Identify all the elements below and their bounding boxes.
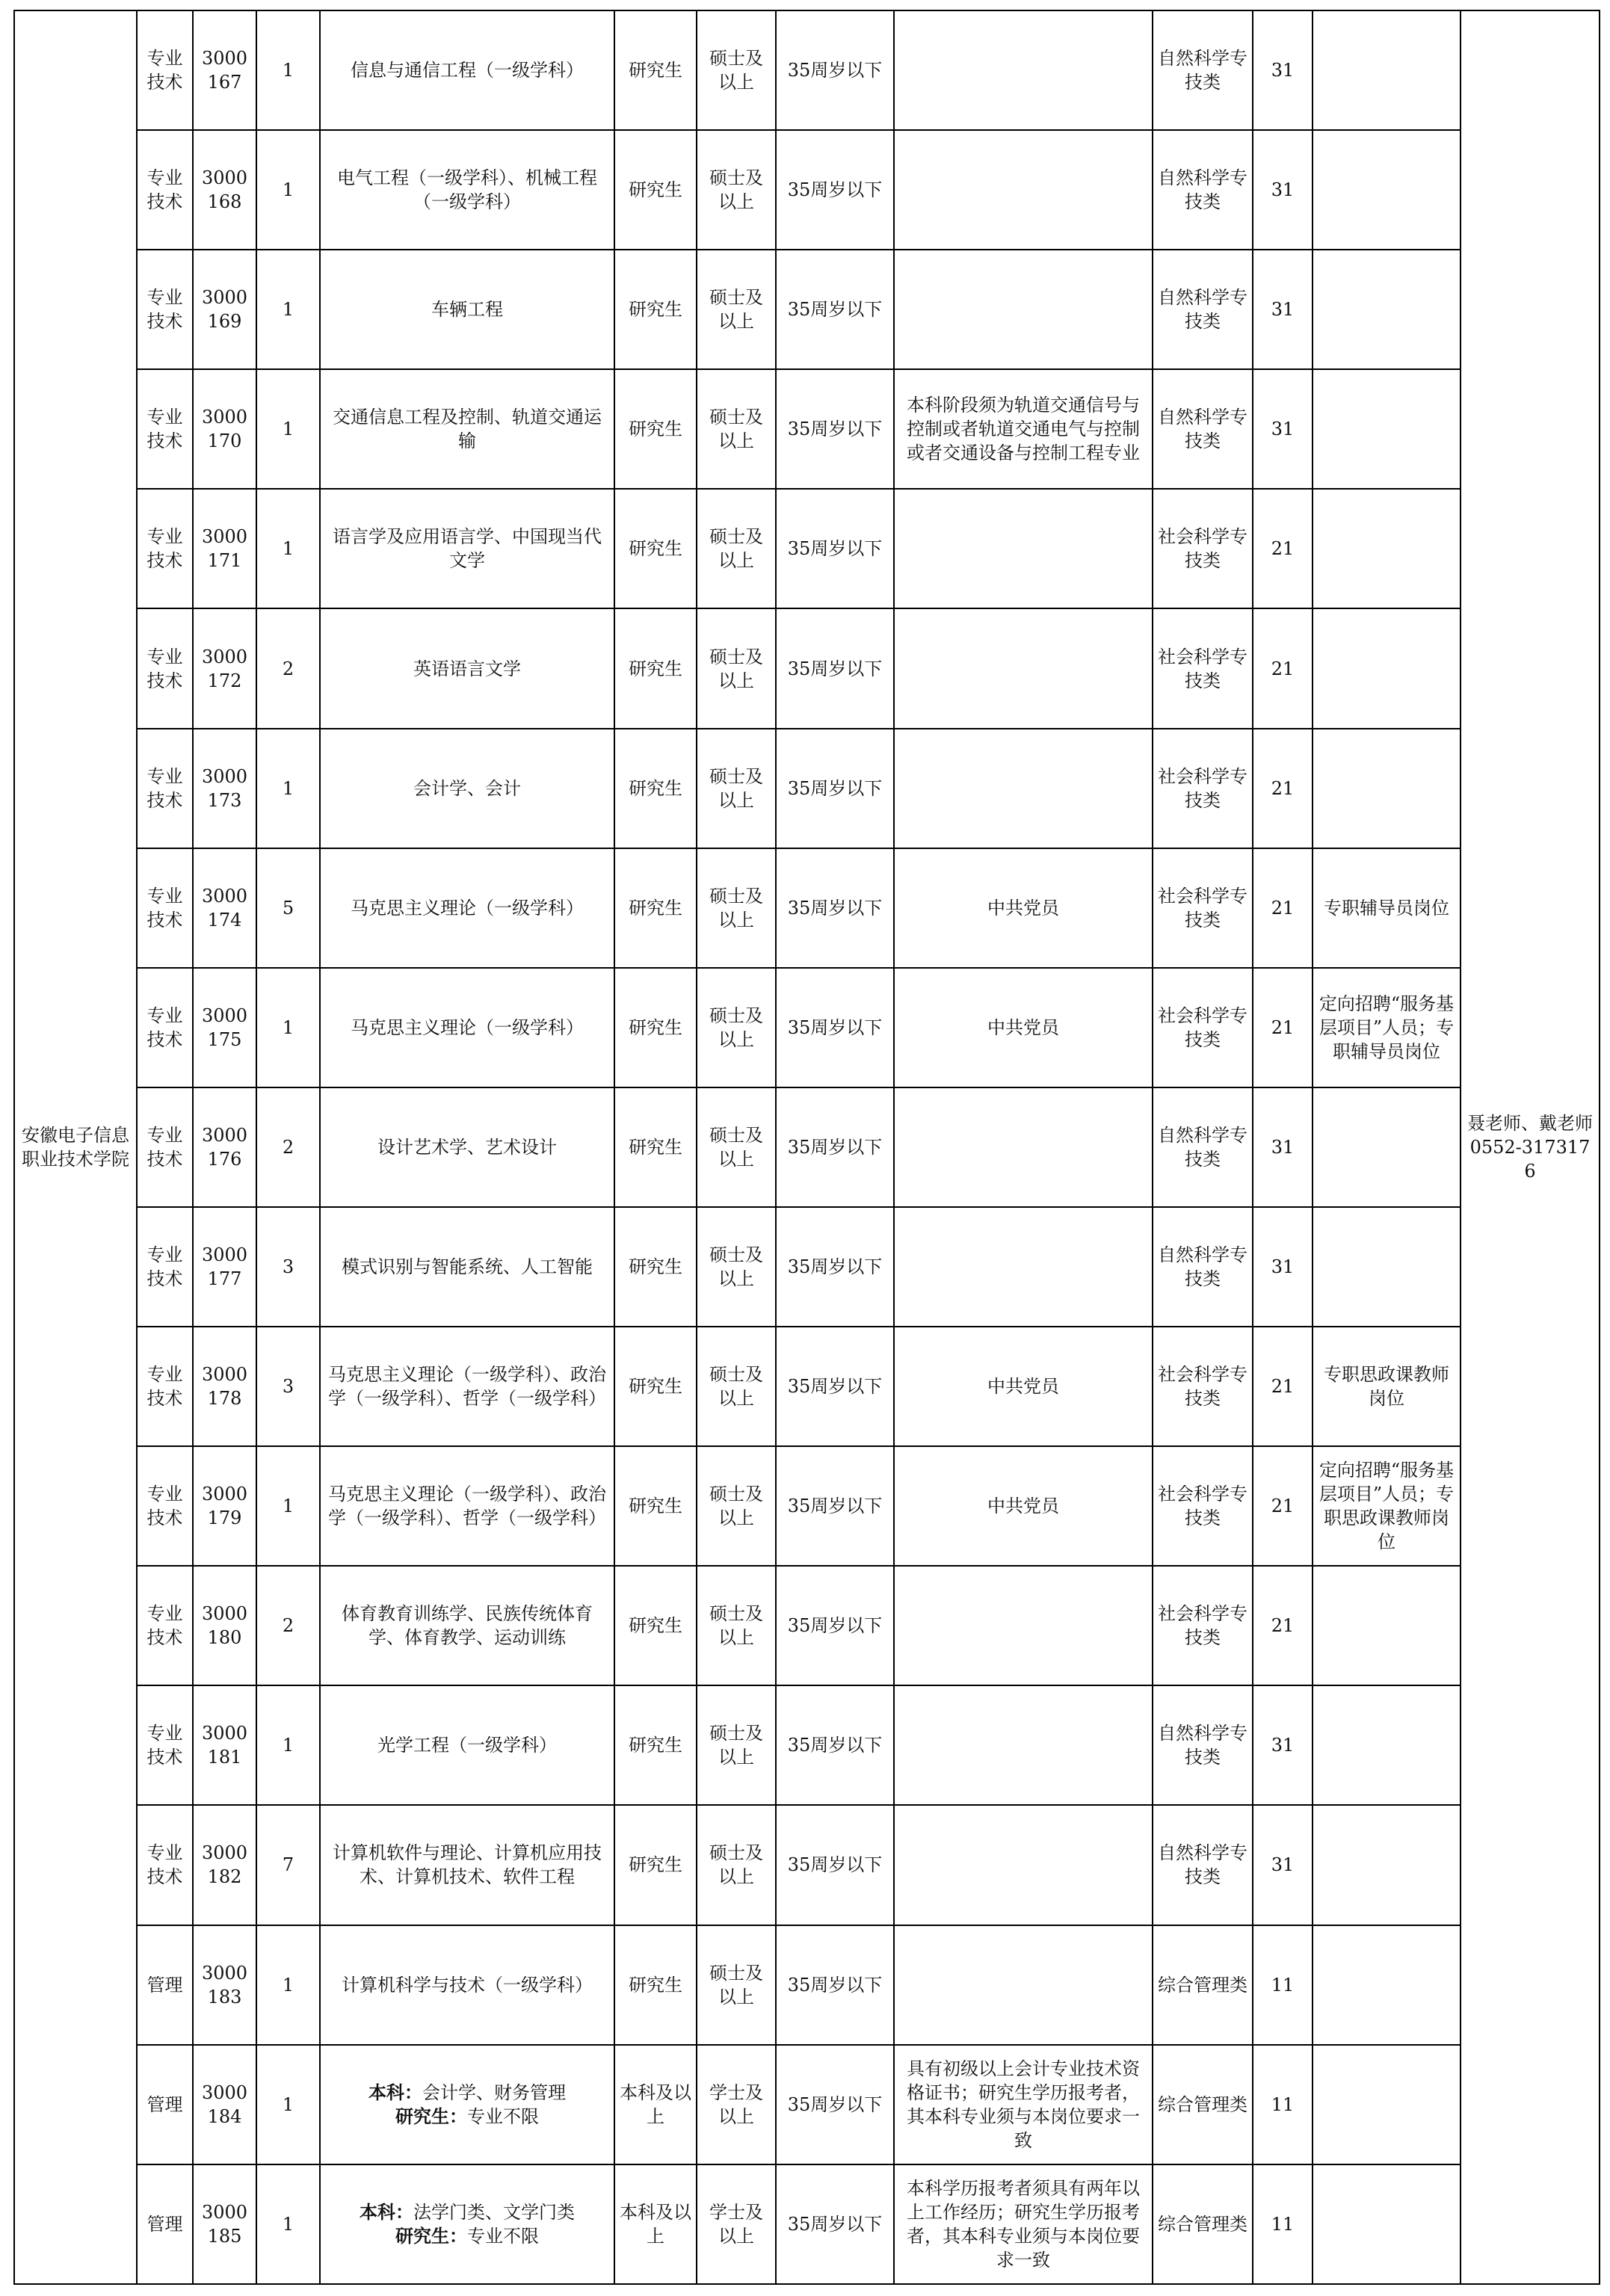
major-cell: 英语语言文学: [320, 608, 614, 728]
remarks-cell: [1313, 489, 1461, 608]
table-row: [14, 1566, 1600, 1685]
age-cell: 35周岁以下: [776, 968, 894, 1087]
major-cell: [320, 2045, 614, 2164]
major-cell: 马克思主义理论（一级学科）: [320, 848, 614, 968]
age-cell: 35周岁以下: [776, 1207, 894, 1327]
position-code: 3000168: [193, 130, 256, 250]
major-cell: 设计艺术学、艺术设计: [320, 1087, 614, 1207]
position-code: 3000176: [193, 1087, 256, 1207]
exam-code-cell: 31: [1253, 1207, 1313, 1327]
exam-code-cell: 31: [1253, 1685, 1313, 1805]
hiring-count: 1: [256, 250, 320, 369]
exam-type-cell: 社会科学专技类: [1153, 1446, 1253, 1566]
hiring-count: 1: [256, 130, 320, 250]
position-category: 专业技术: [137, 489, 193, 608]
remarks-cell: [1313, 1566, 1461, 1685]
position-code: 3000170: [193, 369, 256, 489]
position-code: 3000173: [193, 729, 256, 848]
other-requirements-cell: [894, 250, 1153, 369]
other-requirements-cell: [894, 10, 1153, 130]
exam-type-cell: 社会科学专技类: [1153, 729, 1253, 848]
exam-type-cell: 综合管理类: [1153, 1925, 1253, 2045]
education-cell: 研究生: [614, 1327, 697, 1446]
exam-type-cell: 社会科学专技类: [1153, 608, 1253, 728]
position-category: 专业技术: [137, 1685, 193, 1805]
contact-cell: 聂老师、戴老师0552-3173176: [1461, 10, 1600, 2284]
exam-type-cell: 自然科学专技类: [1153, 130, 1253, 250]
hiring-count: 7: [256, 1805, 320, 1925]
exam-type-cell: 自然科学专技类: [1153, 1685, 1253, 1805]
table-row: [14, 369, 1600, 489]
table-row: [14, 1207, 1600, 1327]
position-category: 专业技术: [137, 608, 193, 728]
major-label-graduate: 研究生：: [395, 2224, 467, 2247]
education-cell: 研究生: [614, 1446, 697, 1566]
degree-cell: 学士及以上: [697, 2045, 776, 2164]
position-code: 3000185: [193, 2164, 256, 2284]
position-code: 3000182: [193, 1805, 256, 1925]
exam-code-cell: 21: [1253, 608, 1313, 728]
remarks-cell: [1313, 1805, 1461, 1925]
major-cell: 光学工程（一级学科）: [320, 1685, 614, 1805]
education-cell: 研究生: [614, 1925, 697, 2045]
other-requirements-cell: [894, 1685, 1153, 1805]
education-cell: 研究生: [614, 1207, 697, 1327]
table-row: [14, 729, 1600, 848]
major-line-undergrad: [325, 2200, 609, 2224]
other-requirements-cell: 中共党员: [894, 1446, 1153, 1566]
table-row: [14, 2045, 1600, 2164]
exam-code-cell: 31: [1253, 369, 1313, 489]
major-cell: 计算机科学与技术（一级学科）: [320, 1925, 614, 2045]
position-category: 专业技术: [137, 729, 193, 848]
hiring-count: 1: [256, 968, 320, 1087]
education-cell: 研究生: [614, 1685, 697, 1805]
position-code: 3000175: [193, 968, 256, 1087]
degree-cell: 硕士及以上: [697, 1327, 776, 1446]
degree-cell: 硕士及以上: [697, 1446, 776, 1566]
major-text-graduate: 专业不限: [467, 2105, 539, 2127]
table-row: [14, 10, 1600, 130]
exam-code-cell: 21: [1253, 729, 1313, 848]
major-text-graduate: 专业不限: [467, 2225, 539, 2247]
exam-type-cell: 社会科学专技类: [1153, 489, 1253, 608]
age-cell: 35周岁以下: [776, 1087, 894, 1207]
hiring-count: 1: [256, 729, 320, 848]
major-line-graduate: [325, 2224, 609, 2248]
degree-cell: 硕士及以上: [697, 250, 776, 369]
exam-code-cell: 31: [1253, 130, 1313, 250]
remarks-cell: [1313, 130, 1461, 250]
position-code: 3000184: [193, 2045, 256, 2164]
education-cell: 研究生: [614, 250, 697, 369]
exam-type-cell: 自然科学专技类: [1153, 10, 1253, 130]
education-cell: 研究生: [614, 489, 697, 608]
hiring-count: 1: [256, 1685, 320, 1805]
exam-code-cell: 21: [1253, 848, 1313, 968]
major-cell: 会计学、会计: [320, 729, 614, 848]
position-code: 3000171: [193, 489, 256, 608]
exam-code-cell: 21: [1253, 1446, 1313, 1566]
table-row: [14, 1446, 1600, 1566]
education-cell: 本科及以上: [614, 2164, 697, 2284]
age-cell: 35周岁以下: [776, 10, 894, 130]
education-cell: 研究生: [614, 369, 697, 489]
position-category: 专业技术: [137, 250, 193, 369]
other-requirements-cell: 中共党员: [894, 848, 1153, 968]
table-row: [14, 130, 1600, 250]
age-cell: 35周岁以下: [776, 1566, 894, 1685]
remarks-cell: [1313, 1925, 1461, 2045]
remarks-cell: [1313, 1087, 1461, 1207]
degree-cell: 硕士及以上: [697, 1087, 776, 1207]
hiring-count: 2: [256, 1566, 320, 1685]
education-cell: 研究生: [614, 1566, 697, 1685]
table-row: [14, 2164, 1600, 2284]
other-requirements-cell: [894, 1207, 1153, 1327]
position-code: 3000172: [193, 608, 256, 728]
education-cell: 研究生: [614, 968, 697, 1087]
age-cell: 35周岁以下: [776, 848, 894, 968]
major-text-undergrad: 会计学、财务管理: [422, 2081, 566, 2103]
exam-type-cell: 自然科学专技类: [1153, 1087, 1253, 1207]
remarks-cell: 专职思政课教师岗位: [1313, 1327, 1461, 1446]
exam-type-cell: 综合管理类: [1153, 2164, 1253, 2284]
remarks-cell: [1313, 10, 1461, 130]
major-text-undergrad: 法学门类、文学门类: [413, 2201, 575, 2223]
table-row: [14, 250, 1600, 369]
remarks-cell: [1313, 369, 1461, 489]
exam-type-cell: 社会科学专技类: [1153, 1327, 1253, 1446]
table-row: [14, 1685, 1600, 1805]
education-cell: 研究生: [614, 1087, 697, 1207]
age-cell: 35周岁以下: [776, 2164, 894, 2284]
exam-type-cell: 自然科学专技类: [1153, 250, 1253, 369]
education-cell: 本科及以上: [614, 2045, 697, 2164]
age-cell: 35周岁以下: [776, 130, 894, 250]
major-label-graduate: 研究生：: [395, 2105, 467, 2127]
table-body: [14, 10, 1600, 2284]
other-requirements-cell: 本科阶段须为轨道交通信号与控制或者轨道交通电气与控制或者交通设备与控制工程专业: [894, 369, 1153, 489]
table-row: [14, 1327, 1600, 1446]
age-cell: 35周岁以下: [776, 250, 894, 369]
degree-cell: 硕士及以上: [697, 1925, 776, 2045]
exam-code-cell: 21: [1253, 1327, 1313, 1446]
position-category: 专业技术: [137, 10, 193, 130]
education-cell: 研究生: [614, 608, 697, 728]
major-cell: 马克思主义理论（一级学科）: [320, 968, 614, 1087]
major-cell: 语言学及应用语言学、中国现当代文学: [320, 489, 614, 608]
employer-cell: 安徽电子信息职业技术学院: [14, 10, 137, 2284]
position-category: 专业技术: [137, 968, 193, 1087]
exam-code-cell: 11: [1253, 2045, 1313, 2164]
remarks-cell: 定向招聘“服务基层项目”人员；专职思政课教师岗位: [1313, 1446, 1461, 1566]
exam-code-cell: 31: [1253, 1805, 1313, 1925]
other-requirements-cell: [894, 1566, 1153, 1685]
position-category: 专业技术: [137, 848, 193, 968]
education-cell: 研究生: [614, 130, 697, 250]
age-cell: 35周岁以下: [776, 729, 894, 848]
other-requirements-cell: 本科学历报考者须具有两年以上工作经历；研究生学历报考者，其本科专业须与本岗位要求一致: [894, 2164, 1153, 2284]
table-row: [14, 1925, 1600, 2045]
degree-cell: 硕士及以上: [697, 1566, 776, 1685]
exam-code-cell: 21: [1253, 489, 1313, 608]
age-cell: 35周岁以下: [776, 1925, 894, 2045]
remarks-cell: [1313, 729, 1461, 848]
other-requirements-cell: 中共党员: [894, 1327, 1153, 1446]
degree-cell: 硕士及以上: [697, 729, 776, 848]
position-code: 3000178: [193, 1327, 256, 1446]
degree-cell: 硕士及以上: [697, 608, 776, 728]
major-line-undergrad: [325, 2081, 609, 2105]
remarks-cell: [1313, 2164, 1461, 2284]
education-cell: 研究生: [614, 1805, 697, 1925]
remarks-cell: 定向招聘“服务基层项目”人员；专职辅导员岗位: [1313, 968, 1461, 1087]
other-requirements-cell: [894, 1925, 1153, 2045]
position-category: 专业技术: [137, 1805, 193, 1925]
position-category: 专业技术: [137, 130, 193, 250]
education-cell: 研究生: [614, 10, 697, 130]
position-code: 3000169: [193, 250, 256, 369]
position-category: 管理: [137, 2045, 193, 2164]
recruitment-table: [13, 10, 1600, 2285]
exam-type-cell: 社会科学专技类: [1153, 848, 1253, 968]
exam-type-cell: 社会科学专技类: [1153, 1566, 1253, 1685]
recruitment-table-sheet: [13, 10, 1599, 2285]
exam-code-cell: 21: [1253, 1566, 1313, 1685]
age-cell: 35周岁以下: [776, 1805, 894, 1925]
other-requirements-cell: [894, 489, 1153, 608]
exam-type-cell: 自然科学专技类: [1153, 1805, 1253, 1925]
table-row: [14, 608, 1600, 728]
position-category: 专业技术: [137, 1566, 193, 1685]
major-cell: 电气工程（一级学科）、机械工程（一级学科）: [320, 130, 614, 250]
degree-cell: 硕士及以上: [697, 489, 776, 608]
major-label-undergrad: 本科：: [360, 2200, 413, 2223]
position-category: 专业技术: [137, 1087, 193, 1207]
table-row: [14, 1805, 1600, 1925]
position-code: 3000174: [193, 848, 256, 968]
other-requirements-cell: [894, 608, 1153, 728]
remarks-cell: [1313, 608, 1461, 728]
major-cell: 交通信息工程及控制、轨道交通运输: [320, 369, 614, 489]
other-requirements-cell: [894, 1805, 1153, 1925]
position-category: 专业技术: [137, 1446, 193, 1566]
position-code: 3000180: [193, 1566, 256, 1685]
other-requirements-cell: [894, 729, 1153, 848]
exam-code-cell: 31: [1253, 250, 1313, 369]
position-code: 3000167: [193, 10, 256, 130]
age-cell: 35周岁以下: [776, 489, 894, 608]
degree-cell: 硕士及以上: [697, 1685, 776, 1805]
hiring-count: 1: [256, 369, 320, 489]
hiring-count: 1: [256, 10, 320, 130]
age-cell: 35周岁以下: [776, 1327, 894, 1446]
major-cell: 模式识别与智能系统、人工智能: [320, 1207, 614, 1327]
major-cell: 车辆工程: [320, 250, 614, 369]
exam-code-cell: 21: [1253, 968, 1313, 1087]
hiring-count: 3: [256, 1327, 320, 1446]
position-code: 3000181: [193, 1685, 256, 1805]
major-cell: 信息与通信工程（一级学科）: [320, 10, 614, 130]
hiring-count: 1: [256, 1446, 320, 1566]
age-cell: 35周岁以下: [776, 369, 894, 489]
position-code: 3000177: [193, 1207, 256, 1327]
position-code: 3000179: [193, 1446, 256, 1566]
hiring-count: 1: [256, 1925, 320, 2045]
degree-cell: 硕士及以上: [697, 1207, 776, 1327]
degree-cell: 硕士及以上: [697, 1805, 776, 1925]
degree-cell: 硕士及以上: [697, 130, 776, 250]
remarks-cell: [1313, 1685, 1461, 1805]
degree-cell: 学士及以上: [697, 2164, 776, 2284]
position-category: 专业技术: [137, 1327, 193, 1446]
table-row: [14, 1087, 1600, 1207]
age-cell: 35周岁以下: [776, 1685, 894, 1805]
age-cell: 35周岁以下: [776, 2045, 894, 2164]
hiring-count: 3: [256, 1207, 320, 1327]
position-category: 管理: [137, 2164, 193, 2284]
table-row: [14, 968, 1600, 1087]
remarks-cell: [1313, 250, 1461, 369]
hiring-count: 2: [256, 1087, 320, 1207]
degree-cell: 硕士及以上: [697, 10, 776, 130]
position-code: 3000183: [193, 1925, 256, 2045]
degree-cell: 硕士及以上: [697, 369, 776, 489]
major-cell: [320, 2164, 614, 2284]
degree-cell: 硕士及以上: [697, 848, 776, 968]
age-cell: 35周岁以下: [776, 608, 894, 728]
exam-code-cell: 11: [1253, 1925, 1313, 2045]
major-cell: 计算机软件与理论、计算机应用技术、计算机技术、软件工程: [320, 1805, 614, 1925]
remarks-cell: [1313, 1207, 1461, 1327]
exam-type-cell: 社会科学专技类: [1153, 968, 1253, 1087]
hiring-count: 1: [256, 2164, 320, 2284]
hiring-count: 1: [256, 2045, 320, 2164]
remarks-cell: 专职辅导员岗位: [1313, 848, 1461, 968]
exam-code-cell: 31: [1253, 1087, 1313, 1207]
major-cell: 体育教育训练学、民族传统体育学、体育教学、运动训练: [320, 1566, 614, 1685]
other-requirements-cell: 具有初级以上会计专业技术资格证书；研究生学历报考者，其本科专业须与本岗位要求一致: [894, 2045, 1153, 2164]
major-label-undergrad: 本科：: [368, 2081, 422, 2103]
age-cell: 35周岁以下: [776, 1446, 894, 1566]
major-cell: 马克思主义理论（一级学科）、政治学（一级学科）、哲学（一级学科）: [320, 1327, 614, 1446]
hiring-count: 5: [256, 848, 320, 968]
position-category: 专业技术: [137, 369, 193, 489]
degree-cell: 硕士及以上: [697, 968, 776, 1087]
major-line-graduate: [325, 2105, 609, 2129]
exam-type-cell: 自然科学专技类: [1153, 369, 1253, 489]
exam-code-cell: 31: [1253, 10, 1313, 130]
other-requirements-cell: [894, 130, 1153, 250]
exam-type-cell: 自然科学专技类: [1153, 1207, 1253, 1327]
table-row: [14, 489, 1600, 608]
remarks-cell: [1313, 2045, 1461, 2164]
education-cell: 研究生: [614, 848, 697, 968]
table-row: [14, 848, 1600, 968]
hiring-count: 1: [256, 489, 320, 608]
exam-type-cell: 综合管理类: [1153, 2045, 1253, 2164]
education-cell: 研究生: [614, 729, 697, 848]
other-requirements-cell: [894, 1087, 1153, 1207]
hiring-count: 2: [256, 608, 320, 728]
other-requirements-cell: 中共党员: [894, 968, 1153, 1087]
major-cell: 马克思主义理论（一级学科）、政治学（一级学科）、哲学（一级学科）: [320, 1446, 614, 1566]
position-category: 管理: [137, 1925, 193, 2045]
exam-code-cell: 11: [1253, 2164, 1313, 2284]
position-category: 专业技术: [137, 1207, 193, 1327]
